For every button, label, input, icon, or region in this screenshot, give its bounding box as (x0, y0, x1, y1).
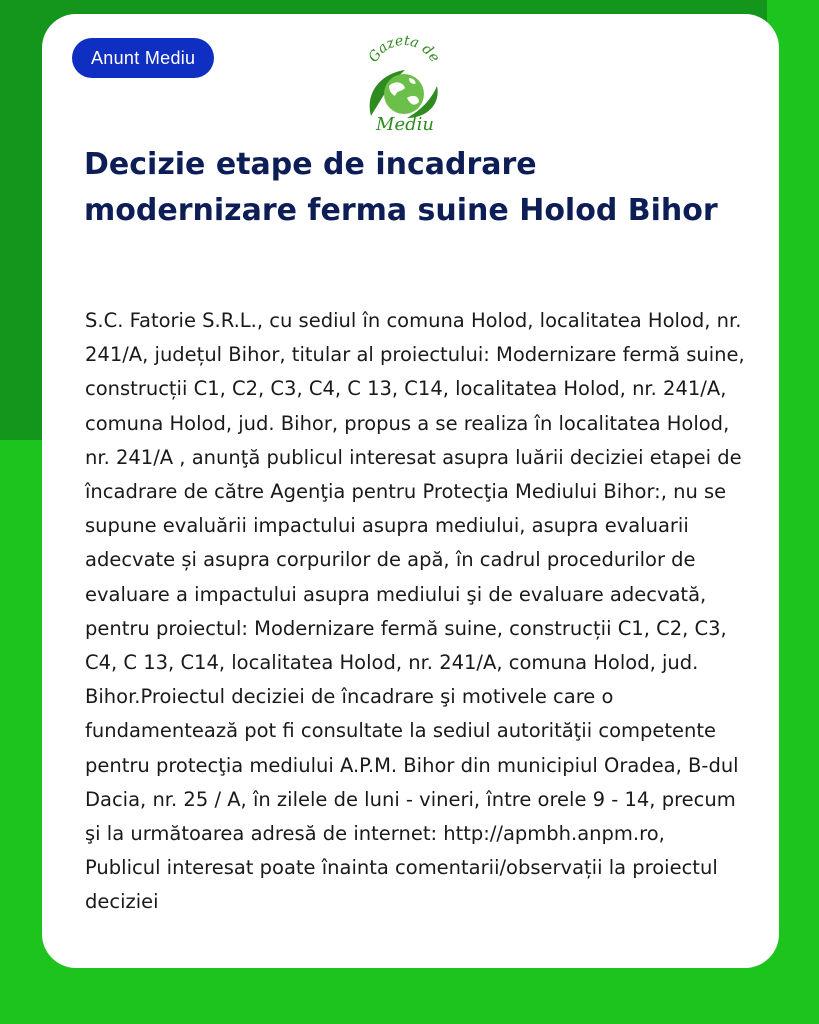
logo-text-top: Gazeta de (365, 34, 443, 66)
logo-text-bottom: Mediu (376, 114, 434, 134)
article-title: Decizie etape de incadrare modernizare ferma suine Holod Bihor (84, 147, 718, 228)
gazeta-de-mediu-logo (361, 34, 445, 134)
svg-text:Gazeta de (365, 34, 442, 65)
category-tag[interactable]: Anunt Mediu (72, 38, 214, 78)
globe-with-leaves-icon (370, 70, 438, 118)
article-body: S.C. Fatorie S.R.L., cu sediul în comuna Holod, localitatea Holod, nr. 241/A, județul Bihor, titular al proiectului: Modernizare fermă suine, construcții C1, C2, C3, C4, C 13, C14, localitatea Holod, nr. 241/A, comuna Holod, jud. Bihor, propus a se realiza în localitatea Holod, nr. 241/A , anunţă publicul interesat asupra luării deciziei etapei de încadrare de către Agenţia pentru Protecţia Mediului Bihor:, nu se supune evaluării impactului asupra mediului, asupra evaluarii adecvate și asupra corpurilor de apă, în cadrul procedurilor de evaluare a impactului asupra mediului şi de evaluare adecvată, pentru proiectul: Modernizare fermă suine, construcții C1, C2, C3, C4, C 13, C14, localitatea Holod, nr. 241/A, comuna Holod, jud. Bihor.Proiectul deciziei de încadrare şi motivele care o fundamentează pot fi consultate la sediul autorităţii competente pentru protecţia mediului A.P.M. Bihor din municipiul Oradea, B-dul Dacia, nr. 25 / A, în zilele de luni - vineri, între orele 9 - 14, precum şi la următoarea adresă de internet: http://apmbh.anpm.ro, Publicul interesat poate înainta comentarii/observații la proiectul deciziei (85, 309, 745, 914)
announcement-card (42, 14, 779, 968)
